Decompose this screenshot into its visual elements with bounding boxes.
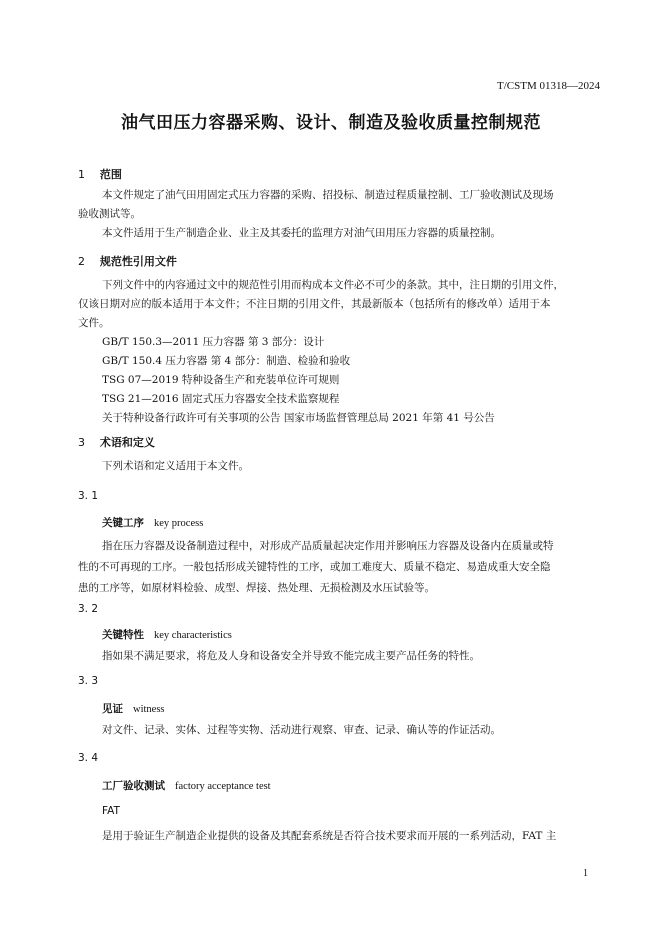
- section-title: 规范性引用文件: [99, 255, 177, 268]
- paragraph-line: 下列文件中的内容通过文中的规范性引用而构成本文件必不可少的条款。其中，注日期的引用文件，: [102, 279, 564, 291]
- term-number: 3. 4: [78, 752, 99, 764]
- paragraph-line: 仅该日期对应的版本适用于本文件；不注日期的引用文件，其最新版本（包括所有的修改单）适用于本: [78, 298, 551, 310]
- term-entry: [102, 701, 165, 716]
- section-3-heading: [78, 434, 155, 450]
- term-chinese: 工厂验收测试: [102, 780, 165, 792]
- page-number: 1: [583, 868, 588, 879]
- section-title: 术语和定义: [99, 436, 155, 449]
- reference-item: GB/T 150.4 压力容器 第 4 部分：制造、检验和验收: [102, 355, 351, 367]
- document-title: 油气田压力容器采购、设计、制造及验收质量控制规范: [121, 113, 541, 133]
- term-entry: [102, 778, 271, 793]
- section-number: 3: [78, 436, 85, 449]
- term-number: 3. 2: [78, 603, 99, 615]
- term-english: key characteristics: [154, 630, 232, 641]
- paragraph-line: 本文件规定了油气田用固定式压力容器的采购、招投标、制造过程质量控制、工厂验收测试及现场: [102, 189, 554, 201]
- section-1-heading: [78, 166, 122, 182]
- paragraph-line: 指在压力容器及设备制造过程中，对形成产品质量起决定作用并影响压力容器及设备内在质量或特: [102, 540, 554, 552]
- term-chinese: 见证: [102, 703, 123, 715]
- standard-code: T/CSTM 01318—2024: [497, 80, 600, 92]
- paragraph-line: 指如果不满足要求，将危及人身和设备安全并导致不能完成主要产品任务的特性。: [102, 650, 480, 662]
- term-chinese: 关键工序: [102, 517, 144, 529]
- paragraph-line: 下列术语和定义适用于本文件。: [102, 460, 249, 472]
- section-2-heading: [78, 253, 177, 269]
- reference-item: 关于特种设备行政许可有关事项的公告 国家市场监督管理总局 2021 年第 41 号公告: [102, 412, 495, 424]
- term-english: witness: [133, 704, 165, 715]
- term-chinese: 关键特性: [102, 629, 144, 641]
- term-number: 3. 1: [78, 490, 99, 502]
- term-english: factory acceptance test: [175, 781, 271, 792]
- paragraph-line: 对文件、记录、实体、过程等实物、活动进行观察、审查、记录、确认等的作证活动。: [102, 724, 501, 736]
- reference-item: GB/T 150.3—2011 压力容器 第 3 部分：设计: [102, 336, 325, 348]
- paragraph-line: 患的工序等，如原材料检验、成型、焊接、热处理、无损检测及水压试验等。: [78, 582, 435, 594]
- reference-item: TSG 21—2016 固定式压力容器安全技术监察规程: [102, 393, 340, 405]
- term-number: 3. 3: [78, 675, 99, 687]
- section-number: 2: [78, 255, 85, 268]
- section-number: 1: [78, 168, 85, 181]
- paragraph-line: 验收测试等。: [78, 208, 141, 220]
- paragraph-line: 本文件适用于生产制造企业、业主及其委托的监理方对油气田用压力容器的质量控制。: [102, 227, 501, 239]
- paragraph-line: 性的不可再现的工序。一般包括形成关键特性的工序，或加工难度大、质量不稳定、易造成重大安全隐: [78, 561, 551, 573]
- paragraph-line: 是用于验证生产制造企业提供的设备及其配套系统是否符合技术要求而开展的一系列活动，FAT 主: [102, 830, 557, 842]
- reference-item: TSG 07—2019 特种设备生产和充装单位许可规则: [102, 374, 340, 386]
- paragraph-line: 文件。: [78, 317, 110, 329]
- section-title: 范围: [99, 168, 122, 181]
- term-entry: [102, 515, 203, 530]
- term-english: key process: [154, 518, 204, 529]
- term-entry: [102, 627, 232, 642]
- term-abbreviation: FAT: [102, 805, 120, 817]
